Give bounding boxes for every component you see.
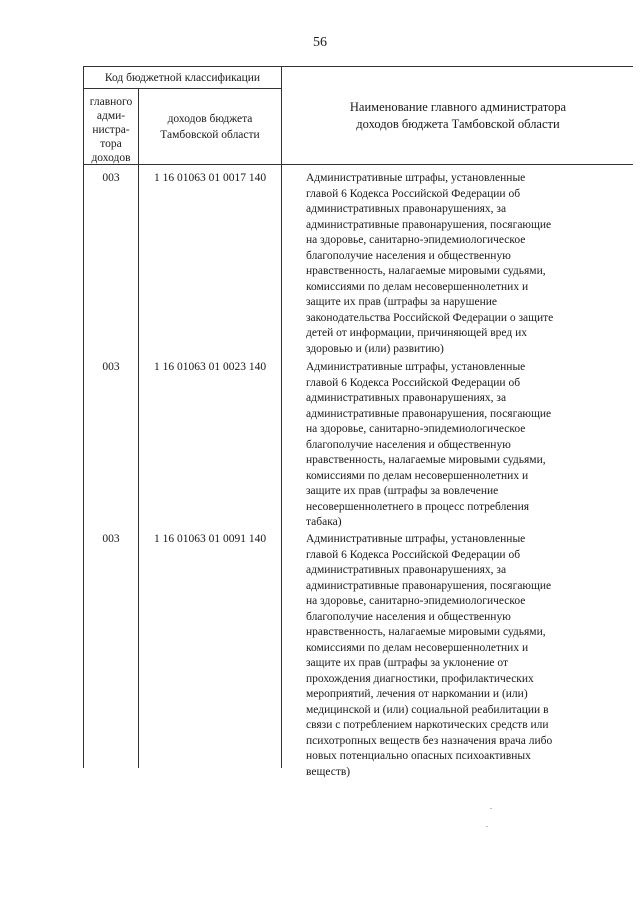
name-line: благополучие населения и общественную xyxy=(306,438,511,451)
table-top-border xyxy=(83,66,633,67)
name-line: табака) xyxy=(306,516,342,528)
name-line: благополучие населения и общественную xyxy=(306,610,511,623)
header-col-admin-line: нистра- xyxy=(92,124,130,136)
name-line: административных правонарушениях, за xyxy=(306,203,507,215)
name-line: защите их прав (штрафы за нарушение xyxy=(306,296,498,308)
name-line: на здоровье, санитарно-эпидемиологическое xyxy=(306,595,526,607)
name-line: детей от информации, причиняющей вред их xyxy=(306,327,527,339)
admin-code-cell: 003 xyxy=(102,361,120,373)
name-line: мероприятий, лечения от наркомании и (или) xyxy=(306,688,528,700)
name-line: на здоровье, санитарно-эпидемиологическое xyxy=(306,423,526,435)
name-line: психотропных веществ без назначения врача либо xyxy=(306,734,553,747)
name-line: административные правонарушения, посягающие xyxy=(306,407,552,420)
header-col-budget-line: Тамбовской области xyxy=(160,129,260,141)
header-col-admin-line: тора xyxy=(100,138,122,150)
name-line: административные правонарушения, посягающие xyxy=(306,579,552,592)
name-line: нравственность, налагаемые мировыми судьями, xyxy=(306,454,546,466)
name-line: защите их прав (штрафы за вовлечение xyxy=(306,485,499,497)
name-line: комиссиями по делам несовершеннолетних и xyxy=(306,469,529,482)
column-divider-2 xyxy=(281,66,282,768)
header-col-budget xyxy=(139,111,281,143)
name-line: благополучие населения и общественную xyxy=(306,249,511,262)
budget-code-cell: 1 16 01063 01 0017 140 xyxy=(153,172,267,184)
header-col-name-line: Наименование главного администратора xyxy=(349,100,567,114)
header-bottom-border xyxy=(83,164,633,165)
name-line: нравственность, налагаемые мировыми судьями, xyxy=(306,626,546,638)
header-col-admin-line: главного xyxy=(89,96,133,108)
column-divider-1 xyxy=(138,88,139,768)
header-group-divider xyxy=(83,88,281,89)
name-line: Административные штрафы, установленные xyxy=(306,172,526,184)
scan-speck xyxy=(490,808,492,809)
name-line: прохождения диагностики, профилактических xyxy=(306,672,534,685)
name-line: здоровью и (или) развитию) xyxy=(306,342,444,355)
name-cell xyxy=(306,532,606,780)
budget-code-cell: 1 16 01063 01 0091 140 xyxy=(153,533,267,545)
name-line: административные правонарушения, посягающие xyxy=(306,218,552,231)
header-group-title: Код бюджетной классификации xyxy=(104,72,261,84)
name-line: Административные штрафы, установленные xyxy=(306,533,526,545)
name-line: несовершеннолетнего в процесс потребления xyxy=(306,500,530,513)
name-line: связи с потреблением наркотических средств или xyxy=(306,719,549,731)
header-col-name-line: доходов бюджета Тамбовской области xyxy=(356,117,560,131)
admin-code-cell: 003 xyxy=(102,533,120,545)
scan-speck xyxy=(486,826,488,827)
name-line: медицинской и (или) социальной реабилитации в xyxy=(306,703,549,716)
name-line: на здоровье, санитарно-эпидемиологическое xyxy=(306,234,526,246)
name-line: веществ) xyxy=(306,765,351,778)
name-line: защите их прав (штрафы за уклонение от xyxy=(306,657,509,669)
header-col-admin xyxy=(84,95,138,165)
name-line: Административные штрафы, установленные xyxy=(306,361,526,373)
name-cell xyxy=(306,360,606,531)
name-line: законодательства Российской Федерации о защите xyxy=(306,311,554,324)
header-col-admin-line: адми- xyxy=(96,110,126,122)
page-number: 56 xyxy=(313,35,327,50)
name-line: главой 6 Кодекса Российской Федерации об xyxy=(306,548,521,561)
header-col-budget-line: доходов бюджета xyxy=(167,113,253,125)
header-col-admin-line: доходов xyxy=(91,152,131,164)
name-cell xyxy=(306,171,606,357)
admin-code-cell: 003 xyxy=(102,172,120,184)
header-col-name xyxy=(282,99,634,133)
name-line: административных правонарушениях, за xyxy=(306,392,507,404)
name-line: главой 6 Кодекса Российской Федерации об xyxy=(306,187,521,200)
name-line: административных правонарушениях, за xyxy=(306,564,507,576)
budget-code-cell: 1 16 01063 01 0023 140 xyxy=(153,361,267,373)
name-line: комиссиями по делам несовершеннолетних и xyxy=(306,280,529,293)
name-line: комиссиями по делам несовершеннолетних и xyxy=(306,641,529,654)
name-line: новых потенциально опасных психоактивных xyxy=(306,750,531,762)
name-line: главой 6 Кодекса Российской Федерации об xyxy=(306,376,521,389)
name-line: нравственность, налагаемые мировыми судьями, xyxy=(306,265,546,277)
